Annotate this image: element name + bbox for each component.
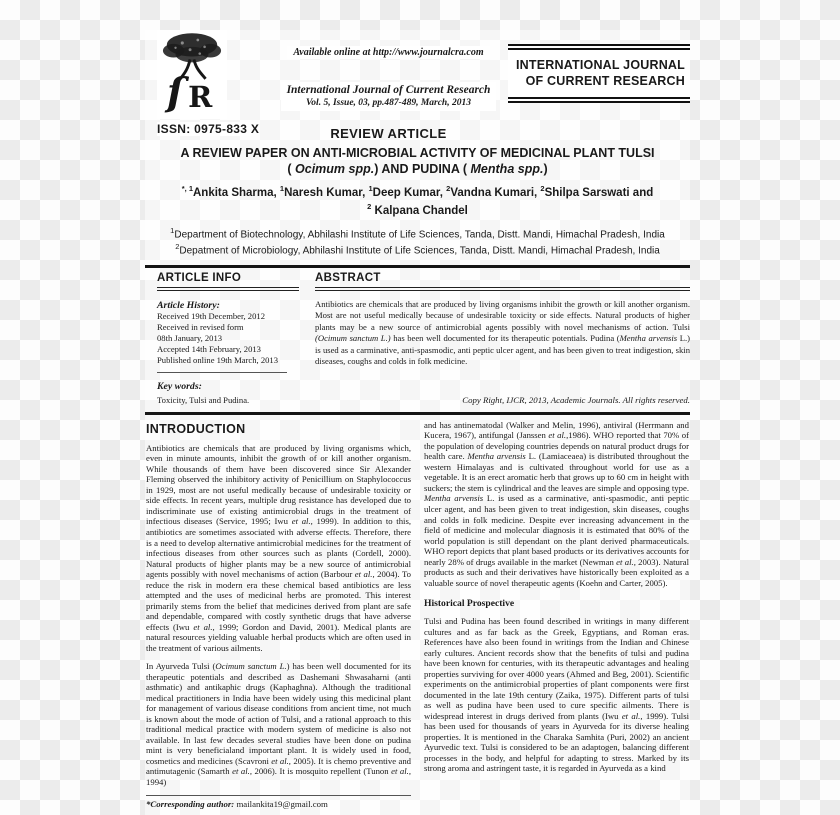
info-abstract-section — [145, 272, 690, 405]
abstract-column — [315, 272, 690, 405]
journal-volume-line: Vol. 5, Issue, 03, pp.487-489, March, 2013 — [306, 98, 471, 109]
article-type-label: REVIEW ARTICLE — [330, 125, 447, 141]
journal-name-block — [281, 82, 497, 111]
page-header — [145, 30, 690, 141]
body-paragraph: Antibiotics are chemicals that are produced by living organisms which, even in minute amounts, inhibit the growth of or kill another organism. While thousands of them have been discovered since Sir Alexander Fleming observed the inhibitory activity of Penicillium on Staphylococcus in 1929, most are not useful medically because of undesirable toxicity or side effects. In recent years, multiple drug resistance has developed due to indiscriminate use of existing antimicrobial drugs in the treatment of infectious diseases (Service, 1995; Iwu et al., 1999). In addition to this, antibiotics are sometimes associated with adverse effects. Therefore, there is a need to develop alternative antimicrobial medicines for the treatment of infectious diseases from other sources such as plants (Cordell, 2000). Natural products of higher plants may be a new source of antimicrobial agents possibly with novel mechanisms of action (Barbour et al., 2004). To reduce the risk in modern era these chemical based antibiotics are less attempted and the uses of medicinal herbs are promoted. This interest primarily stems from the belief that medicines derived from plant are safe and dependable, compared with costly synthetic drugs that have adverse effects (Iwu et al., 1999; Gordon and David, 2001). Medical plants are natural resources yielding valuable herbal products which are often used in the treatment of various ailments. — [146, 442, 412, 653]
affiliation-line: $^2$Depatment of Microbiology, Abhilashi Institute of Life Sciences, Tanda, Distt. Mandi, Himachal Pradesh, India — [175, 242, 660, 257]
article-info-column — [145, 272, 299, 405]
corresponding-author-email[interactable]: mailankita19@gmail.com — [236, 799, 328, 810]
article-title-line2: ( Ocimum spp.) AND PUDINA ( Mentha spp.) — [287, 161, 548, 176]
history-line: 08th January, 2013 — [157, 332, 223, 343]
header-center — [269, 30, 508, 141]
journal-tree-logo — [157, 30, 227, 119]
author: $^1$Deep Kumar, — [368, 184, 447, 200]
keywords-text: Toxicity, Tulsi and Pudina. — [157, 394, 250, 405]
body-right-column — [424, 420, 689, 810]
available-online-link[interactable]: Available online at http://www.journalcra.com — [287, 46, 489, 59]
journal-name: International Journal of Current Research — [286, 84, 491, 96]
info-divider — [157, 372, 287, 373]
author: $^2$Shilpa Sarswati and — [540, 184, 654, 200]
history-line: Accepted 14th February, 2013 — [157, 343, 261, 354]
corresponding-author-label: *Corresponding author: — [146, 799, 235, 810]
logo-block — [145, 30, 269, 138]
author: $^2$Vandna Kumari, — [446, 184, 541, 200]
article-title — [145, 145, 690, 178]
keywords-label: Key words: — [157, 380, 202, 392]
journal-masthead-box — [508, 44, 690, 103]
history-line: Published online 19th March, 2013 — [157, 354, 279, 365]
introduction-heading: INTRODUCTION — [146, 421, 246, 436]
body-left-column — [146, 420, 411, 810]
abstract-header: ABSTRACT — [315, 272, 690, 291]
divider-rule — [145, 412, 690, 415]
divider-rule — [145, 265, 690, 268]
author-list — [145, 184, 690, 219]
copyright-line: Copy Right, IJCR, 2013, Academic Journals. All rights reserved. — [462, 394, 690, 405]
history-line: Received 19th December, 2012 — [157, 310, 265, 321]
masthead-line2: OF CURRENT RESEARCH — [525, 74, 685, 89]
journal-article-page — [145, 30, 690, 815]
body-paragraph: In Ayurveda Tulsi (Ocimum sanctum L.) has been well documented for its therapeutic potentials and described as Dashemani Shwasaharni (anti asthmatic) and antikaphic drugs (Kaphaghna). Although the traditional medical practitioners in India have been widely using this medicinal plant for management of various disease conditions from ancient time, not much is known about the mode of action of Tulsi, and a rational approach to this traditional medical practice with modern system of medicine is also not available. In last few decades several studies have been done on pudina mint is very beneficialand important plant. It is widely used in food, cosmetics and medicines (Scavroni et al., 2005). It is chemo preventive and antimutagenic (Samarth et al., 2006). It is mosquito repellent (Tunon et al., 1994) — [146, 661, 412, 787]
body-paragraph: Tulsi and Pudina has been found described in writings in many different cultures and as far back as the Greek, Egyptians, and Roman eras. References have also been found in writings from the Indian and Chinese early cultures. Ancient records show that the benefits of tulsi and pudina have been known for centuries, with its therapeutic advantages and healing properties surviving for over 4000 years (Ahmed and Beg, 2001). Scientific experiments on the antimicrobial properties of plant components were first documented in the late 19th century (Zaika, 1975). Different parts of tulsi as well as pudina have been used to cure specific ailments. There is widespread interest in drugs derived from plants (Iwu et al., 1999). Tulsi has been used for thousands of years in Ayurveda for its diverse healing properties. It is mentioned in the Charaka Samhita (Puri, 2002) an ancient Ayurvedic text. Tulsi is considered to be an adaptogen, balancing different processes in the body, and helpful for adapting to stress. Marked by its strong aroma and astringent taste, it is regarded in Ayurveda as a kind — [424, 616, 690, 774]
affiliations — [145, 226, 690, 258]
author: $^2$ Kalpana Chandel — [367, 201, 468, 217]
article-title-line1: A REVIEW PAPER ON ANTI-MICROBIAL ACTIVITY OF MEDICINAL PLANT TULSI — [180, 145, 655, 160]
abstract-text: Antibiotics are chemicals that are produced by living organisms inhibit the growth or kill another organism. Most are not useful medically because of undesirable toxicity or side effects. Natural products of higher plants may be a new source of antimicrobial agents possibly with novel mechanisms of action. Tulsi (Ocimum sanctum L.) has been well documented for its therapeutic potentials. Pudina (Mentha arvensis L.) is used as a carminative, anti-spasmodic, anti peptic ulcer agent, and has been given to treat indigestion, skin diseases, coughs and colds in folk medicine. — [315, 298, 690, 366]
issn-label: ISSN: 0975-833 X — [157, 122, 260, 136]
article-body — [145, 420, 690, 815]
corresponding-author — [146, 799, 411, 809]
svg-text:R: R — [188, 79, 213, 113]
affiliation-line: $^1$Department of Biotechnology, Abhilashi Institute of Life Sciences, Tanda, Distt. Mandi, Himachal Pradesh, India — [170, 226, 665, 241]
svg-text:ſ: ſ — [166, 69, 184, 113]
footnote-rule — [146, 795, 411, 796]
tree-logo-icon — [161, 31, 223, 113]
author: $^1$Naresh Kumar, — [279, 184, 369, 200]
history-line: Received in revised form — [157, 321, 244, 332]
article-history-label: Article History: — [157, 299, 220, 311]
article-info-header: ARTICLE INFO — [157, 272, 299, 291]
masthead-line1: INTERNATIONAL JOURNAL — [515, 58, 685, 72]
author: $^{*, 1}$Ankita Sharma, — [181, 184, 280, 200]
historical-prospective-heading: Historical Prospective — [424, 598, 515, 610]
body-paragraph: and has antinematodal (Walker and Melin, 1996), antiviral (Herrmann and Kucera, 1967), antifungal (Janssen et al.,1986). WHO reported that 70% of the population of developing countries depends on natural product drugs for health care. Mentha arvensis L. (Lamiaceaea) is distributed throughout the western Himalayas and is cultivated throughout world for use as a vegetable. It is an erect aromatic herb that grows up to 60 cm in height with suckers; the stem is cylindrical and the leaves are simple and opposing type. Mentha arvensis L. is used as a carminative, anti-spasmodic, anti peptic ulcer agent, and has been given to treat indigestion, skin diseases, coughs and colds in folk medicine. Despite ever increasing advancement in the field of medicine and molecular diagnosis it is estimated that 80% of the world population is still dependant on the plant derived pharmaceuticals. WHO report depicts that plant based products or its derivatives accounts for nearly 28% of drugs available in the market (Newman et al., 2003). Natural products as such and their derivatives have historically been exploited as a valuable source of novel therapeutic agents (Koehn and Carter, 2005). — [424, 419, 689, 588]
